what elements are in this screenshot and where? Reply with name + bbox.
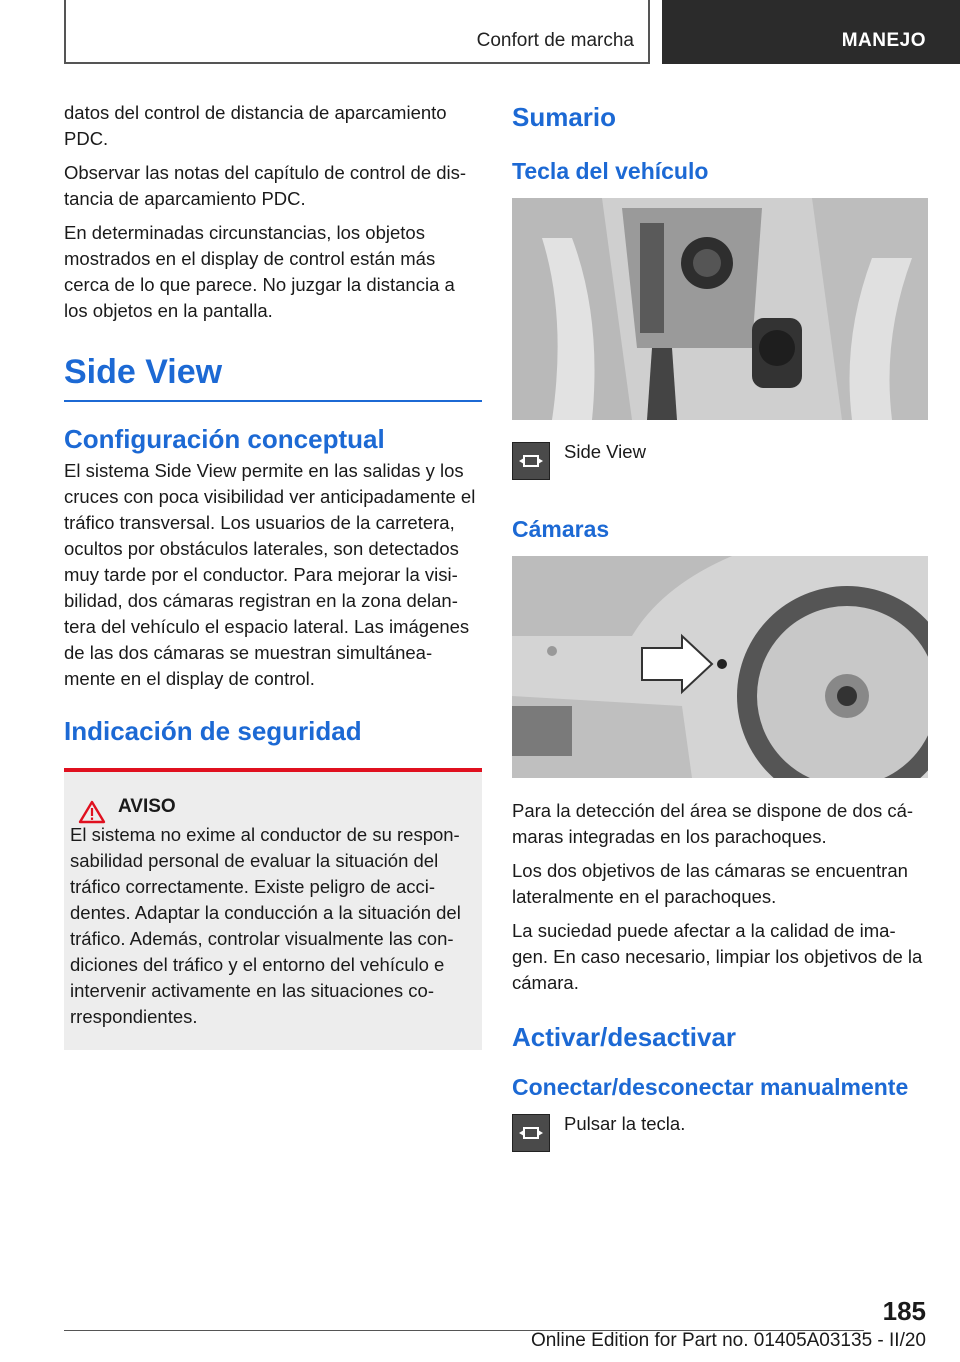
paragraph-concept: El sistema Side View permite en las salidas y los cruces con poca visibilidad ver anticipadamente el tráfico transversal. Los usuarios de la carretera, ocultos por obstáculos laterales, son detectados muy tarde por el conductor. Para mejorar la visi‐bilidad, dos cámaras registran en la zona delan‐tera del vehículo el espacio lateral. Las imágenes de las dos cámaras se muestran simultánea‐mente en el display de control.: [64, 460, 476, 689]
photo-front-bumper-camera: [512, 556, 928, 778]
paragraph-cameras-dirt: La suciedad puede afectar a la calidad de ima‐gen. En caso necesario, limpiar los objetivos de la cámara.: [512, 920, 923, 993]
warning-text: El sistema no exime al conductor de su respon‐sabilidad personal de evaluar la situación del tráfico correctamente. Existe peligro de acci‐dentes. Adaptar la conducción a la situación del tráfico. Además, controlar visualmente las con‐diciones del tráfico y el entorno del vehículo e intervenir activamente en las situaciones co‐rrespondientes.: [70, 824, 461, 1027]
header-chapter-title: MANEJO: [841, 30, 926, 51]
paragraph-cameras-detection: Para la detección del área se dispone de dos cá‐maras integradas en los parachoques.: [512, 800, 914, 847]
heading-manual-toggle: Conectar/desconectar manualmente: [512, 1074, 909, 1100]
footer-edition: Online Edition for Part no. 01405A03135 - II/20: [530, 1330, 926, 1351]
heading-summary: Sumario: [512, 102, 617, 132]
header-section-box: [64, 0, 650, 64]
page-number: 185: [882, 1296, 926, 1326]
warning-triangle-icon: [78, 800, 106, 824]
heading-cameras: Cámaras: [512, 516, 610, 542]
key-side-view-row: [512, 442, 928, 480]
photo-center-console: [512, 198, 928, 420]
press-key-label: Pulsar la tecla.: [564, 1113, 686, 1134]
paragraph-distance-note: En determinadas circunstancias, los objetos mostrados en el display de control están más cerca de lo que parece. No juzgar la distancia a los objetos en la pantalla.: [64, 222, 455, 321]
heading-side-view: Side View: [64, 353, 223, 391]
warning-box: [64, 768, 482, 1050]
press-key-row: [512, 1114, 928, 1152]
paragraph-cameras-location: Los dos objetivos de las cámaras se encuentran lateralmente en el parachoques.: [512, 860, 908, 907]
header-section-title: Confort de marcha: [476, 30, 634, 51]
heading-activate: Activar/desactivar: [512, 1022, 737, 1052]
side-view-button-icon-2: [512, 1114, 550, 1152]
warning-title: AVISO: [118, 796, 176, 817]
side-view-button-icon: [512, 442, 550, 480]
header-chapter-box: [662, 0, 960, 64]
paragraph-pdc-notes: Observar las notas del capítulo de control de dis‐tancia de aparcamiento PDC.: [64, 162, 467, 209]
section-side-view: [64, 350, 482, 402]
paragraph-pdc-data: datos del control de distancia de aparcamiento PDC.: [64, 102, 447, 149]
heading-vehicle-key: Tecla del vehículo: [512, 158, 709, 184]
heading-rule: [64, 400, 482, 402]
side-view-key-label: Side View: [564, 441, 646, 462]
heading-safety: Indicación de seguridad: [64, 716, 362, 746]
heading-concept: Configuración conceptual: [64, 424, 385, 454]
right-column: [512, 100, 928, 1152]
left-column: [64, 100, 482, 1050]
